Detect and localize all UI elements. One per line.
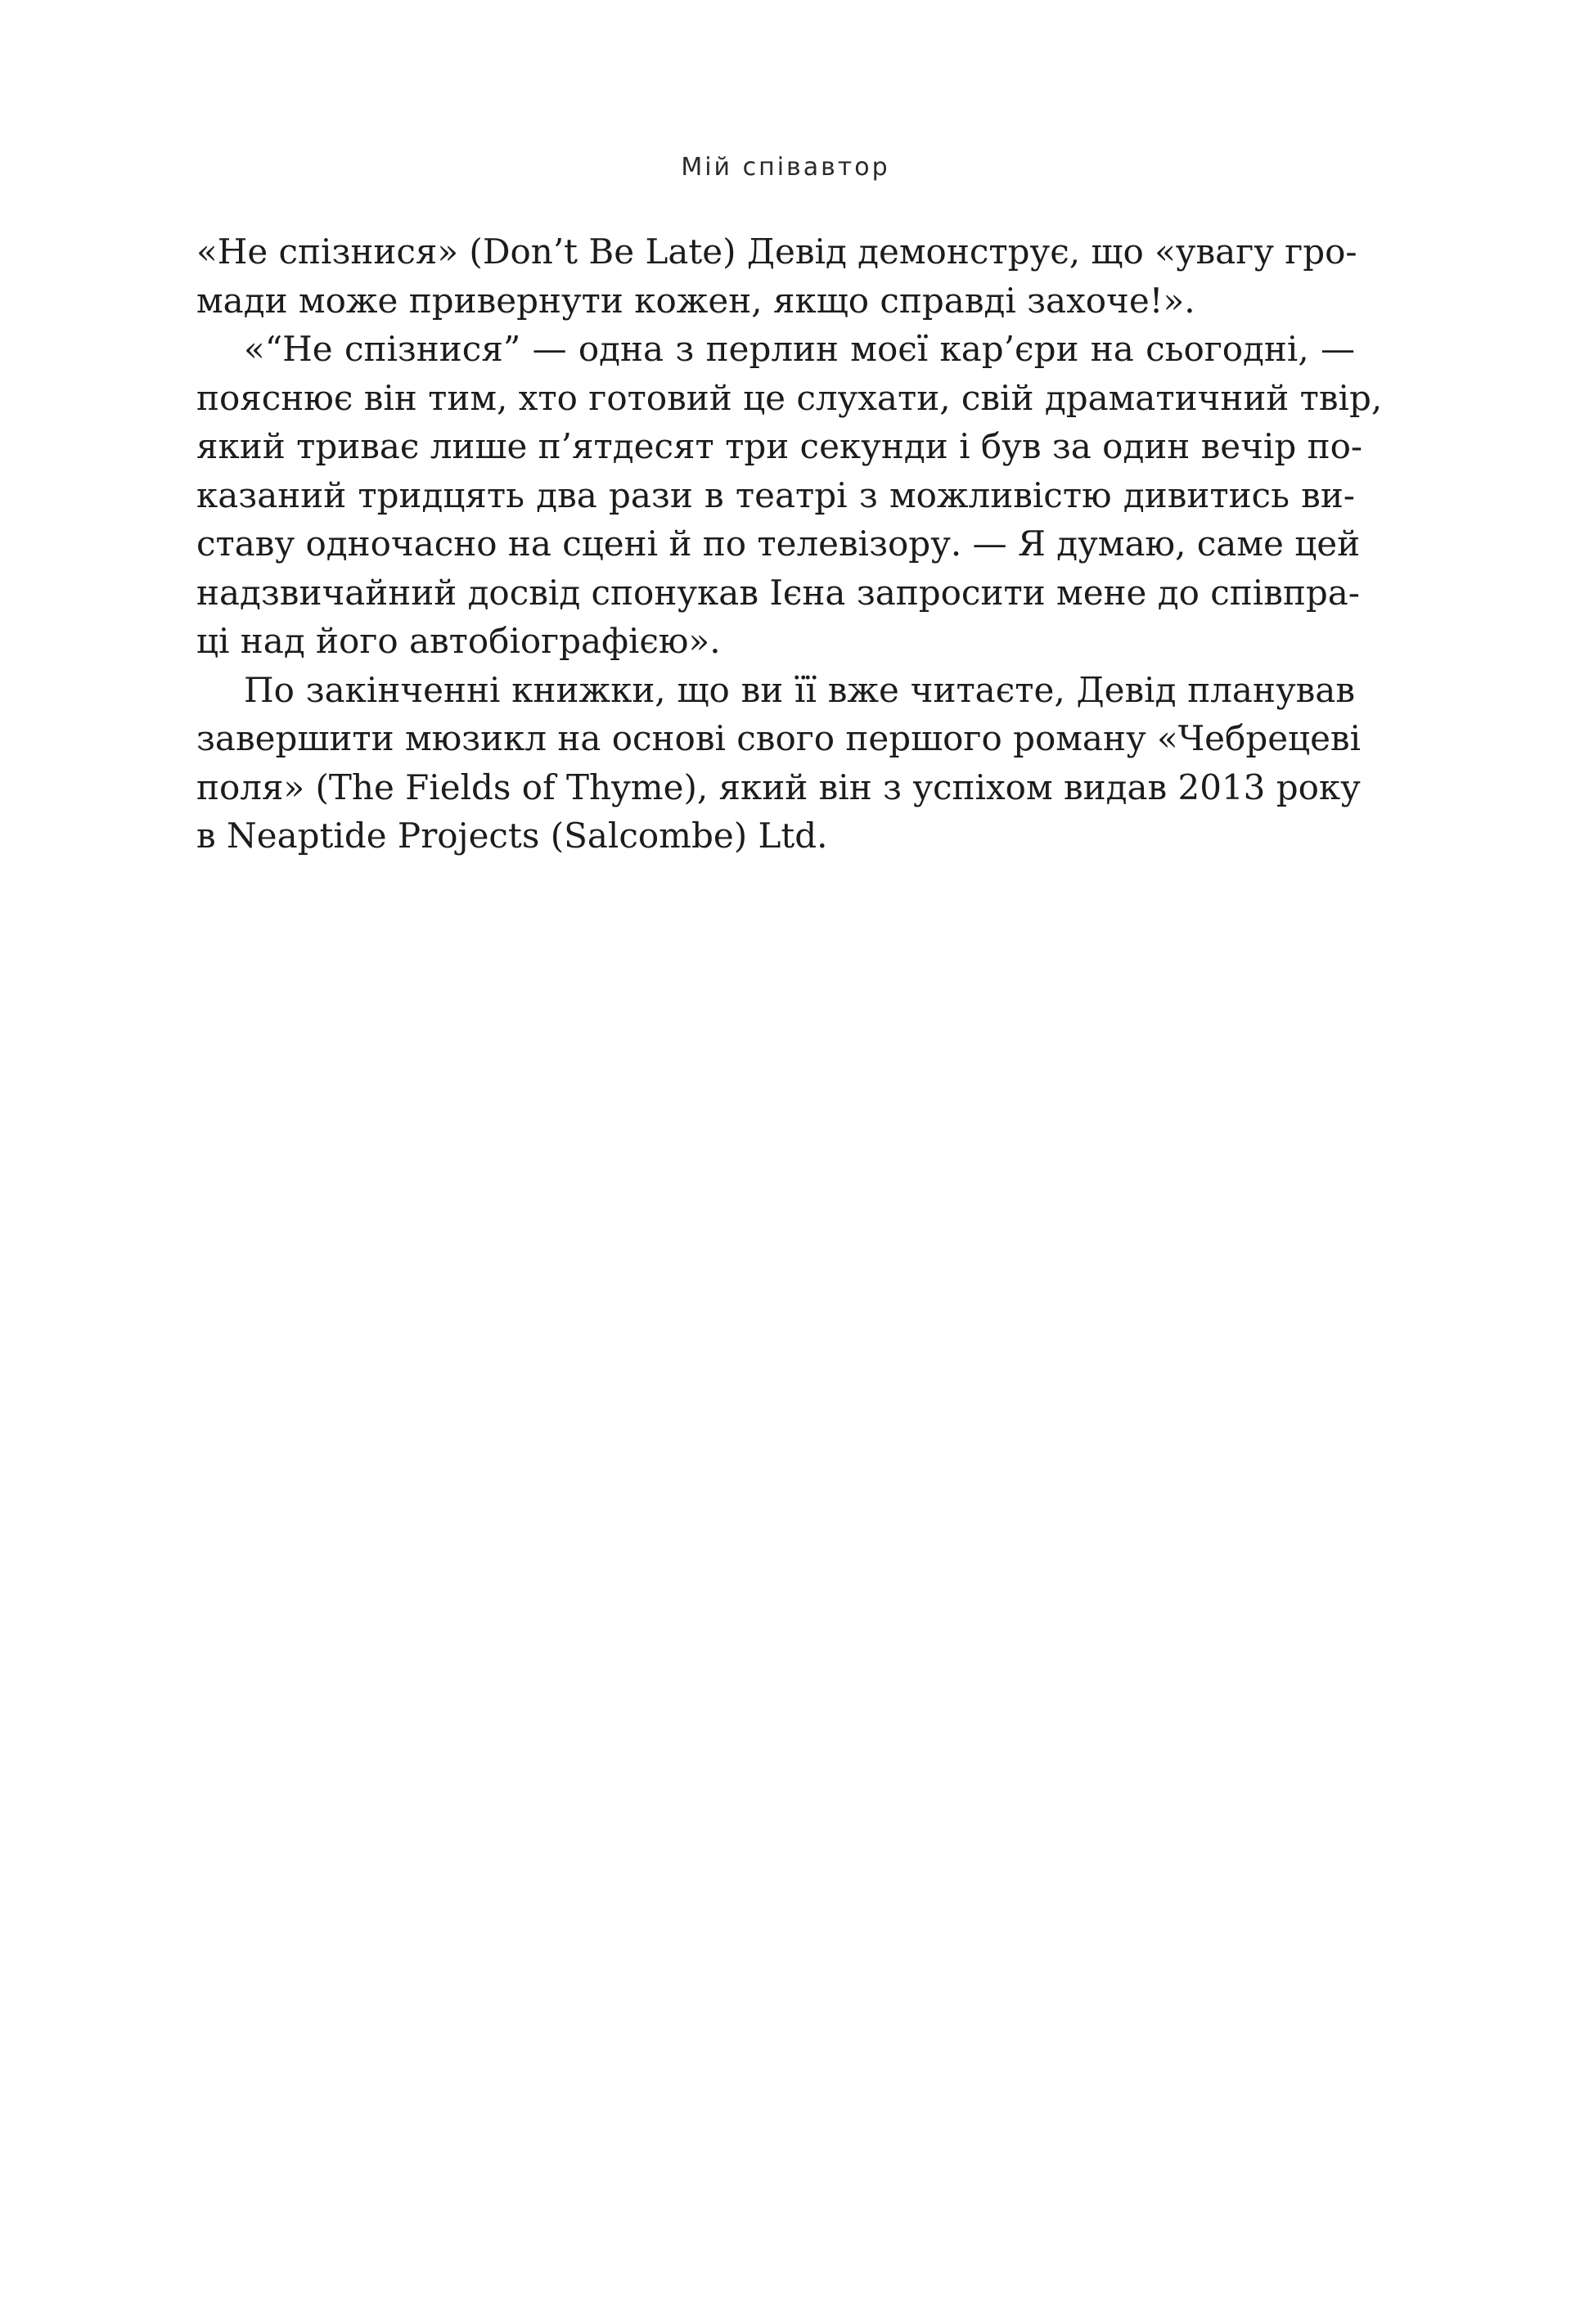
- text-line: який триває лише п’ятдесят три секунди і був за один вечір по-: [196, 426, 1363, 466]
- body-text: [196, 227, 1383, 861]
- text-line: в Neaptide Projects (Salcombe) Ltd.: [196, 816, 828, 856]
- text-line: ставу одночасно на сцені й по телевізору. — Я думаю, саме цей: [196, 524, 1361, 564]
- running-head: Мій співавтор: [681, 153, 890, 182]
- text-line: надзвичайний досвід спонукав Ієна запросити мене до співпра-: [196, 572, 1360, 613]
- text-line: поля» (The Fields of Thyme), який він з успіхом видав 2013 року: [196, 766, 1361, 807]
- text-line: пояснює він тим, хто готовий це слухати, свій драматичний твір,: [196, 377, 1383, 418]
- text-line: ці над його автобіографією».: [196, 621, 721, 661]
- text-line: мади може привернути кожен, якщо справді захоче!».: [196, 280, 1195, 321]
- text-line: «“Не спізнися” — одна з перлин моєї кар’єри на сьогодні, —: [244, 329, 1355, 369]
- text-line: По закінченні книжки, що ви її вже читаєте, Девід планував: [244, 669, 1355, 710]
- text-line: казаний тридцять два рази в театрі з можливістю дивитись ви-: [196, 474, 1355, 515]
- text-line: «Не спізнися» (Don’t Be Late) Девід демонструє, що «увагу гро-: [196, 232, 1357, 272]
- text-line: завершити мюзикл на основі свого першого роману «Чебрецеві: [196, 718, 1361, 758]
